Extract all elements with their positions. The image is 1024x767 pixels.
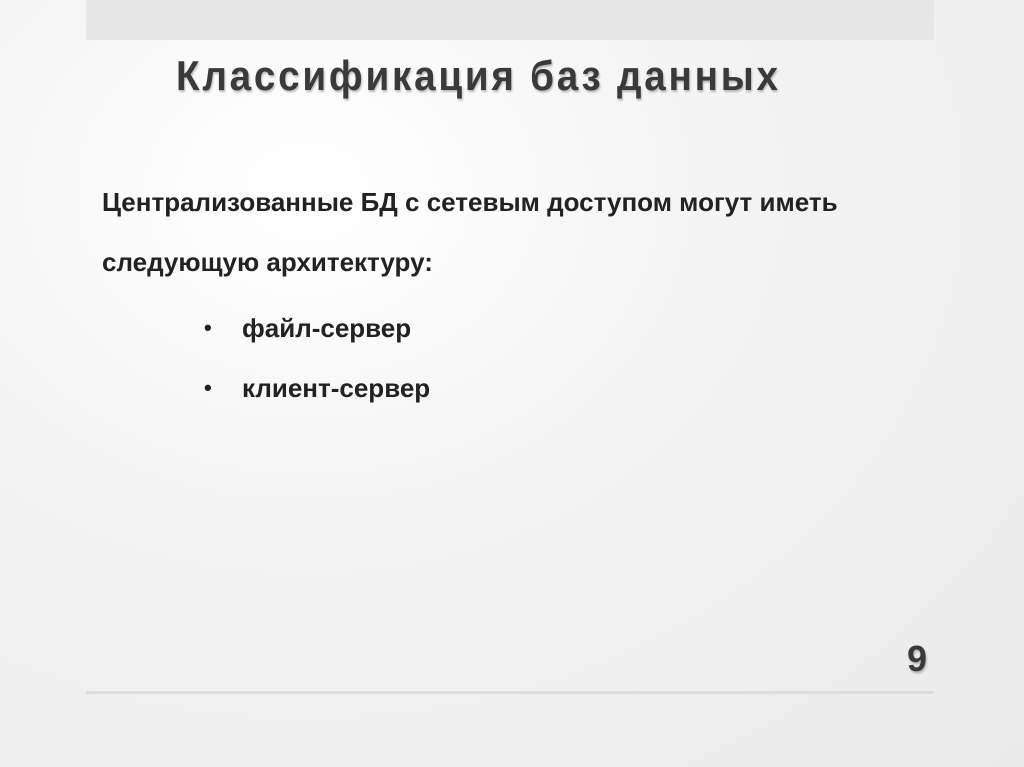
paragraph-line-2: следующую архитектуру: [102, 247, 433, 277]
list-item [204, 298, 430, 358]
list-item [204, 358, 430, 418]
bullet-icon: • [204, 315, 212, 340]
top-decorative-bar [86, 0, 934, 40]
bullet-text-client-server: клиент-сервер [242, 373, 431, 403]
page-number: 9 [907, 638, 928, 679]
bullet-text-file-server: файл-сервер [242, 313, 412, 343]
paragraph-line-1: Централизованные БД с сетевым доступом могут иметь [102, 187, 838, 217]
slide-title: Классификация баз данных [176, 52, 781, 99]
bullet-list [204, 298, 430, 418]
slide-paragraph [102, 172, 962, 292]
bullet-icon: • [204, 375, 212, 400]
bottom-divider [86, 691, 934, 694]
